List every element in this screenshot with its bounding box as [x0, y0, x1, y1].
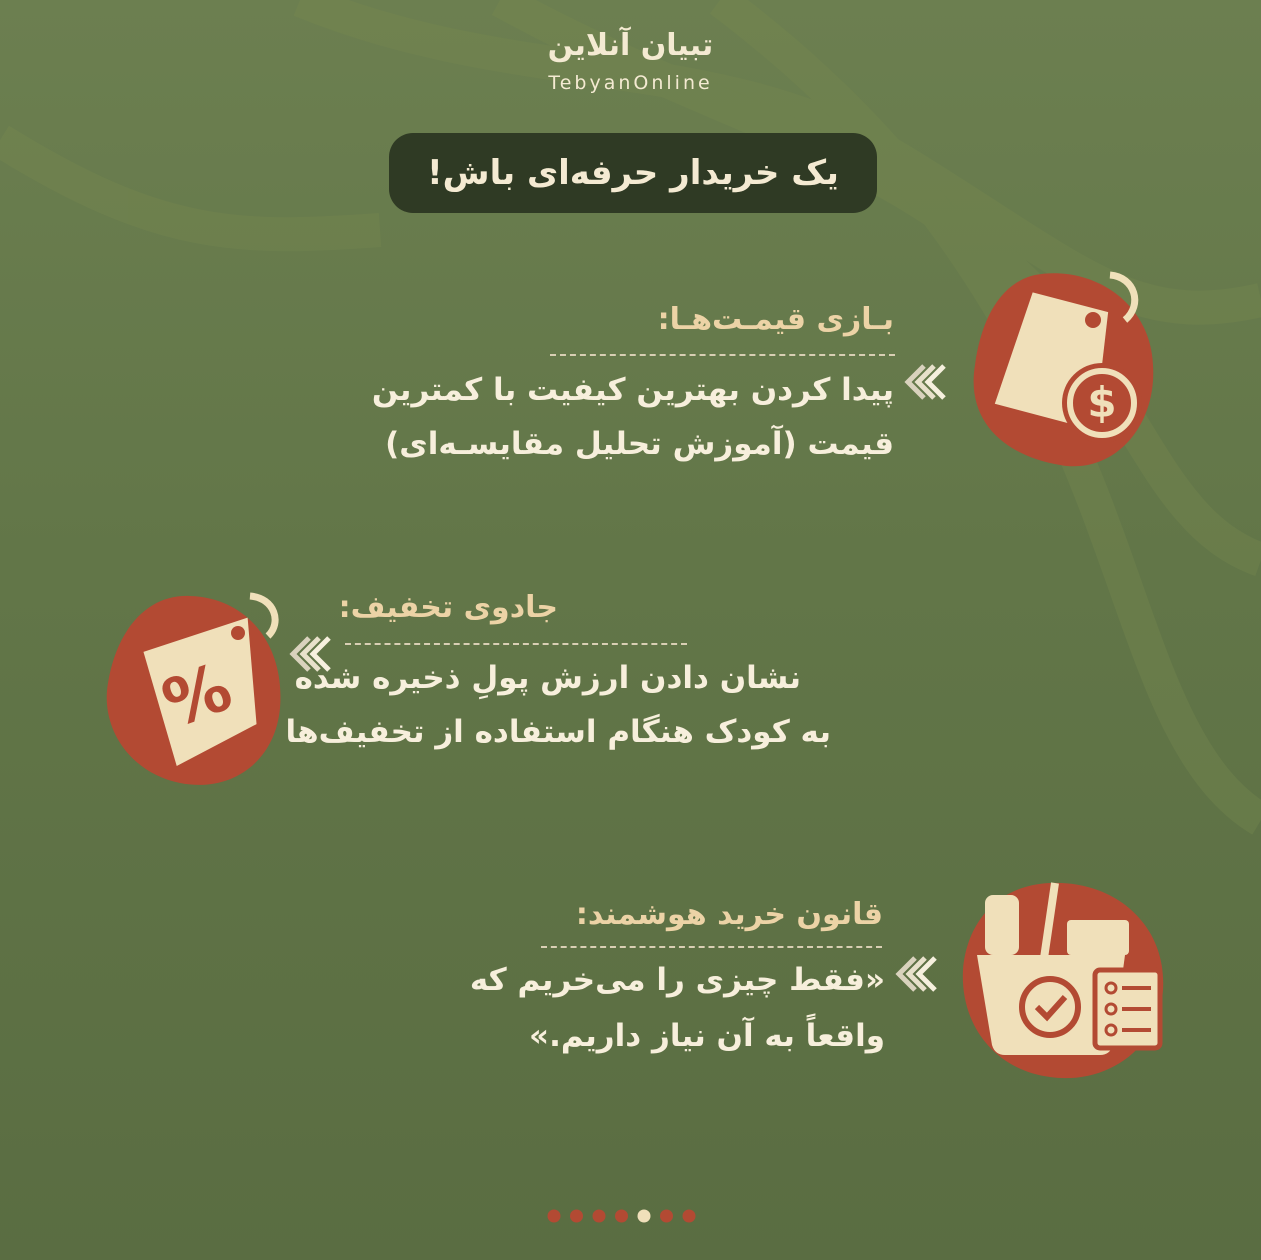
- page-title: یک خریدار حرفه‌ای باش!: [427, 153, 839, 193]
- section-text-line-2: قیمت (آموزش تحلیل مقایسـه‌ای): [385, 426, 894, 462]
- section-heading-discount-magic: جادوی تخفیف:: [338, 590, 558, 625]
- brand-name-english: TebyanOnline: [548, 72, 713, 94]
- pagination-dot[interactable]: [548, 1210, 561, 1223]
- pagination-dot[interactable]: [615, 1210, 628, 1223]
- chevrons-left-icon: [902, 358, 950, 406]
- chevrons-left-icon: [287, 630, 335, 678]
- brand-name-persian: تبیان آنلاین: [547, 28, 714, 63]
- section-text-line-1: نشان دادن ارزش پولِ ذخیره شده: [294, 660, 801, 696]
- section-heading-price-game: بـازی قیمـت‌هـا:: [657, 302, 894, 337]
- pagination-dot[interactable]: [683, 1210, 696, 1223]
- section-text-line-1: «فقط چیزی را می‌خریم که: [469, 962, 885, 998]
- section-divider: [550, 354, 895, 356]
- section-text-line-2: به کودک هنگام استفاده از تخفیف‌ها: [285, 714, 831, 750]
- svg-text:%: %: [152, 648, 242, 744]
- discount-tag-icon: [100, 588, 285, 793]
- section-divider: [345, 643, 687, 645]
- title-banner: [389, 133, 877, 213]
- svg-text:$: $: [1087, 378, 1117, 427]
- pagination-dot[interactable]: [593, 1210, 606, 1223]
- shopping-basket-checklist-icon: [955, 875, 1170, 1085]
- section-text-line-1: پیدا کردن بهترین کیفیت با کمترین: [371, 372, 894, 408]
- section-divider: [541, 946, 882, 948]
- section-heading-smart-shopping: قانون خرید هوشمند:: [575, 897, 883, 932]
- section-text-line-2: واقعاً به آن نیاز داریم.»: [529, 1018, 885, 1054]
- pagination-dots[interactable]: [546, 1208, 696, 1224]
- pagination-dot[interactable]: [660, 1210, 673, 1223]
- price-tag-dollar-icon: [965, 265, 1165, 475]
- pagination-dot[interactable]: [570, 1210, 583, 1223]
- pagination-dot-active[interactable]: [638, 1210, 651, 1223]
- chevrons-left-icon: [893, 950, 941, 998]
